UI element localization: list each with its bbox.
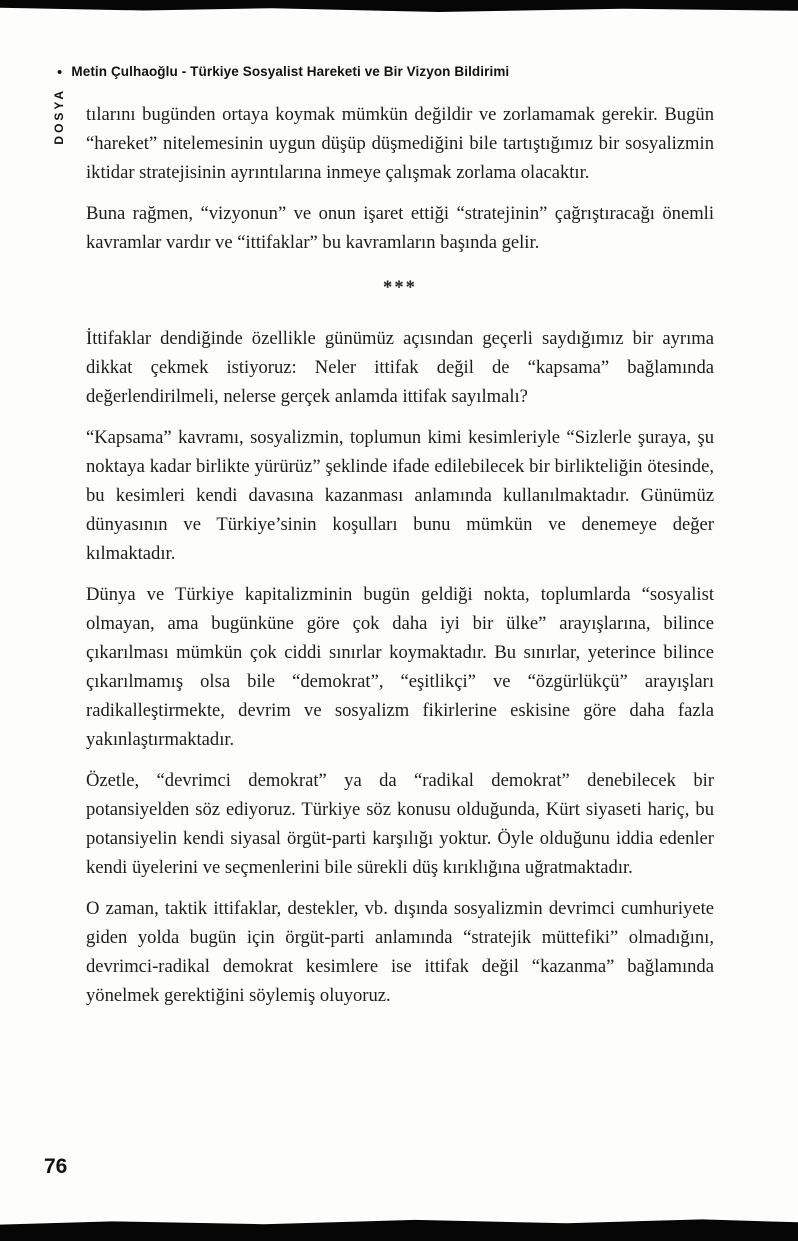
running-head xyxy=(57,64,738,82)
paragraph: “Kapsama” kavramı, sosyalizmin, toplumun kimi kesimleriyle “Sizlerle şuraya, şu noktaya kadar birlikte yürürüz” şeklinde ifade edilebilecek bir birlikteliğin ötesinde, bu kesimleri kendi davasına kazanması anlamında kullanılmaktadır. Günümüz dünyasının ve Türkiye’sinin koşulları bunu mümkün ve denemeye değer kılmaktadır. xyxy=(86,427,714,564)
running-head-title: Türkiye Sosyalist Hareketi ve Bir Vizyon Bildirimi xyxy=(190,64,510,79)
page-number: 76 xyxy=(44,1155,68,1178)
paragraph: O zaman, taktik ittifaklar, destekler, vb. dışında sosyalizmin devrimci cumhuriyete giden yolda bugün için örgüt-parti anlamında “stratejik müttefiki” olmadığını, devrimci-radikal demokrat kesimlere ise ittifak değil “kazanma” bağlamında yönelmek gerektiğini söylemiş oluyoruz. xyxy=(86,898,714,1006)
section-label-dosya: DOSYA xyxy=(52,88,66,145)
paragraph: Dünya ve Türkiye kapitalizminin bugün geldiği nokta, toplumlarda “sosyalist olmayan, ama bugünküne göre çok daha iyi bir ülke” arayışlarına, bilince çıkarılması mümkün çok ciddi sınırlar koymaktadır. Bu sınırlar, yeterince bilince çıkarılmamış olsa bile “demokrat”, “eşitlikçi” ve “özgürlükçü” arayışları radikalleştirmekte, devrim ve sosyalizm fikirlerine eskisine göre daha fazla yakınlaştırmaktadır. xyxy=(86,584,714,750)
paragraph: tılarını bugünden ortaya koymak mümkün değildir ve zorlamamak gerekir. Bugün “hareket” nitelemesinin uygun düşüp düşmediğini bile tartıştığımız bir sosyalizmin iktidar stratejisinin ayrıntılarına inmeye çalışmak zorlama olacaktır. xyxy=(86,104,714,183)
top-scan-edge xyxy=(0,0,798,15)
body-text xyxy=(86,100,714,1022)
paragraph: Özetle, “devrimci demokrat” ya da “radikal demokrat” denebilecek bir potansiyelden söz ediyoruz. Türkiye söz konusu olduğunda, Kürt siyaseti hariç, bu potansiyelin kendi siyasal örgüt-parti karşılığı yoktur. Öyle olduğunu iddia edenler kendi üyelerini ve seçmenlerini bile sürekli düş kırıklığına uğratmaktadır. xyxy=(86,770,714,878)
bullet-icon: • xyxy=(57,64,63,81)
bottom-scan-edge xyxy=(0,1217,798,1241)
paragraph: İttifaklar dendiğinde özellikle günümüz açısından geçerli saydığımız bir ayrıma dikkat çekmek istiyoruz: Neler ittifak değil de “kapsama” bağlamında değerlendirilmeli, nelerse gerçek anlamda ittifak sayılmalı? xyxy=(86,328,714,407)
paragraph: Buna rağmen, “vizyonun” ve onun işaret ettiği “stratejinin” çağrıştıracağı önemli kavramlar vardır ve “ittifaklar” bu kavramların başında gelir. xyxy=(86,203,714,253)
running-head-author: Metin Çulhaoğlu - xyxy=(71,64,191,79)
section-separator: *** xyxy=(383,277,417,298)
